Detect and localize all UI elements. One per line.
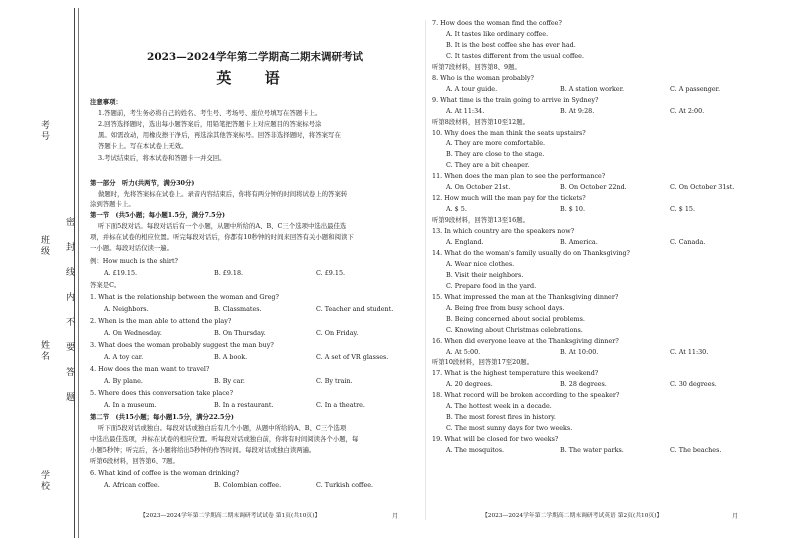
answer-option: C. Turkish coffee. xyxy=(316,481,374,489)
note-line: 黑。如需改动，用橡皮擦干净后，再选涂其他答案标号。回答非选择题时，将答案写在 xyxy=(98,131,341,139)
answer-option: C. On Friday. xyxy=(316,329,359,337)
answer-option: B. Visit their neighbors. xyxy=(446,270,524,279)
note-line: 3.考试结束后，将本试卷和答题卡一并交回。 xyxy=(98,154,226,162)
answer-option: C. Knowing about Christmas celebrations. xyxy=(446,325,583,334)
note-line: 答题卡上。写在本试卷上无效。 xyxy=(98,142,188,150)
seal-char: 线 xyxy=(66,268,76,278)
answer-option: A. It tastes like ordinary coffee. xyxy=(446,29,549,38)
question-text: 12. How much will the man pay for the tickets? xyxy=(432,194,586,203)
answer-option: A. On Wednesday. xyxy=(104,329,162,337)
question-text: 9. What time is the train going to arrive in Sydney? xyxy=(432,95,599,104)
answer-option: C. The most sunny days for two weeks. xyxy=(446,424,573,433)
seal-char: 答 xyxy=(66,368,76,378)
answer-option: A. On October 21st. xyxy=(446,183,511,192)
seal-char: 不 xyxy=(66,318,76,328)
binding-margin xyxy=(0,0,80,543)
answer-option: B. The most forest fires in history. xyxy=(446,413,556,422)
answer-option: B. On Thursday. xyxy=(214,329,266,337)
section2-material: 听第6段材料，回答第6、7题。 xyxy=(90,457,179,465)
answer-option: C. Prepare food in the yard. xyxy=(446,281,537,290)
answer-option: B. They are close to the stage. xyxy=(446,150,545,159)
question-text: 15. What impressed the man at the Thanksgiving dinner? xyxy=(432,292,619,301)
seal-char: 内 xyxy=(66,293,76,303)
answer-option: C. Canada. xyxy=(670,238,706,246)
question-text: 10. Why does the man think the seats upstairs? xyxy=(432,128,586,137)
section2-title: 第二节 (共15小题；每小题1.5分，满分22.5分) xyxy=(90,413,234,421)
question-text: 17. What is the highest temperature this weekend? xyxy=(432,369,599,378)
section2-desc: 听下面5段对话或独白。每段对话或独白后有几个小题，从题中所给的A、B、C三个选项 xyxy=(98,424,347,432)
field-name: 姓名 xyxy=(39,340,49,362)
material-heading: 听第10段材料，回答第17至20题。 xyxy=(432,358,534,367)
section1-desc: 听下面5段对话。每段对话后有一个小题，从题中所给的A、B、C三个选项中选出最佳选 xyxy=(98,222,347,230)
answer-option: C. A passenger. xyxy=(670,84,720,93)
question-text: 14. What do the woman's family usually do on Thanksgiving? xyxy=(432,248,630,257)
answer-option: A. By plane. xyxy=(104,377,143,385)
answer-option: B. A book. xyxy=(214,353,248,361)
subject-title: 英 语 xyxy=(216,69,294,87)
section2-desc: 中选出最佳选项，并标在试卷的相应位置。听每段对话或独白前，你将有时间阅读各个小题，每 xyxy=(90,435,359,443)
right-column xyxy=(432,0,772,543)
material-heading: 听第9段材料，回答第13至16题。 xyxy=(432,216,530,225)
section2-desc: 小题5秒钟；听完后，各小题将给出5秒钟的作答时间。每段对话或独白读两遍。 xyxy=(90,446,316,454)
note-line: 1.答题前，考生务必将自己的姓名、考生号、考场号、座位号填写在答题卡上。 xyxy=(98,109,322,117)
question-text: 3. What does the woman probably suggest the man buy? xyxy=(90,341,274,349)
question-text: 2. When is the man able to attend the play? xyxy=(90,317,232,325)
question-text: 1. What is the relationship between the woman and Greg? xyxy=(90,293,279,301)
example-option: A. £19.15. xyxy=(104,269,138,277)
answer-option: C. By train. xyxy=(316,377,353,385)
answer-option: B. It is the best coffee she has ever had. xyxy=(446,40,576,49)
answer-option: B. A station worker. xyxy=(560,84,625,93)
answer-option: A. Being free from busy school days. xyxy=(446,303,565,312)
answer-option: A. Wear nice clothes. xyxy=(446,259,515,268)
left-column xyxy=(90,0,420,543)
answer-option: C. The beaches. xyxy=(670,446,722,455)
answer-option: A. $ 5. xyxy=(446,205,467,214)
question-text: 4. How does the man want to travel? xyxy=(90,365,210,373)
answer-option: A. The hottest week in a decade. xyxy=(446,402,552,411)
field-school: 学校 xyxy=(39,470,49,492)
answer-option: A. A toy car. xyxy=(104,353,144,361)
notes-heading: 注意事项： xyxy=(90,98,122,106)
answer-option: B. America. xyxy=(560,238,598,246)
material-heading: 听第8段材料，回答第10至12题。 xyxy=(432,117,530,126)
answer-option: B. 28 degrees. xyxy=(560,380,607,389)
question-text: 11. When does the man plan to see the performance? xyxy=(432,172,606,181)
question-text: 18. What record will be broken according to the speaker? xyxy=(432,391,620,400)
footer-left: 【2023—2024学年第二学期高二期末调研考试试卷 第1页(共10页)】 xyxy=(140,513,321,519)
example-question: 例：How much is the shirt? xyxy=(90,257,178,265)
part1-desc: 涂到答题卡上。 xyxy=(90,200,135,208)
answer-option: B. By car. xyxy=(214,377,245,385)
answer-option: A. A tour guide. xyxy=(446,84,498,93)
answer-option: B. Classmates. xyxy=(214,305,262,313)
question-text: 5. Where does this conversation take place? xyxy=(90,389,234,397)
answer-option: B. On October 22nd. xyxy=(560,183,627,192)
section1-desc: 一小题。每段对话仅读一遍。 xyxy=(90,244,174,252)
answer-option: A. African coffee. xyxy=(104,481,160,489)
answer-option: C. $ 15. xyxy=(670,205,695,214)
question-text: 7. How does the woman find the coffee? xyxy=(432,19,562,27)
part1-title: 第一部分 听力(共两节，满分30分) xyxy=(90,179,195,187)
part1-desc: 做题时，先将答案标在试卷上。录音内容结束后，你将有两分钟的时间将试卷上的答案转 xyxy=(98,190,348,198)
note-line: 2.回答选择题时，选出每小题答案后，用铅笔把答题卡上对应题目的答案标号涂 xyxy=(98,120,322,128)
answer-option: C. A set of VR glasses. xyxy=(316,353,389,361)
answer-option: A. At 11:34. xyxy=(446,106,485,115)
answer-option: A. They are more comfortable. xyxy=(446,139,546,148)
footer-right-mark: 月 xyxy=(732,513,739,520)
question-text: 13. In which country are the speakers now? xyxy=(432,227,575,236)
answer-option: B. $ 10. xyxy=(560,205,586,214)
answer-option: B. At 9:28. xyxy=(560,106,595,115)
seal-char: 要 xyxy=(66,343,76,353)
field-class: 班级 xyxy=(39,235,49,257)
answer-option: C. 30 degrees. xyxy=(670,380,717,389)
column-divider xyxy=(425,20,426,520)
answer-option: C. Teacher and student. xyxy=(316,305,394,313)
answer-option: A. The mosquitos. xyxy=(446,446,505,455)
answer-option: C. In a theatre. xyxy=(316,401,365,409)
example-answer: 答案是C。 xyxy=(90,281,121,289)
answer-option: A. England. xyxy=(446,238,484,246)
question-text: 6. What kind of coffee is the woman drinking? xyxy=(90,469,240,477)
seal-char: 题 xyxy=(66,393,76,403)
example-option: C. £9.15. xyxy=(316,269,346,277)
exam-title: 2023—2024学年第二学期高二期末调研考试 xyxy=(147,51,363,63)
question-text: 16. When did everyone leave at the Thanksgiving dinner? xyxy=(432,336,619,345)
field-exam-number: 考号 xyxy=(39,120,49,142)
question-text: 19. What will be closed for two weeks? xyxy=(432,435,559,444)
binding-line-inner xyxy=(78,8,79,538)
answer-option: B. The water parks. xyxy=(560,446,624,455)
answer-option: B. Colombian coffee. xyxy=(214,481,282,489)
answer-option: C. At 11:30. xyxy=(670,347,709,356)
material-heading: 听第7段材料，回答第8、9题。 xyxy=(432,62,521,71)
answer-option: C. On October 31st. xyxy=(670,183,735,192)
question-text: 8. Who is the woman probably? xyxy=(432,73,534,82)
section1-title: 第一节 (共5小题；每小题1.5分，满分7.5分) xyxy=(90,211,225,219)
answer-option: B. Being concerned about social problems. xyxy=(446,314,585,323)
seal-char: 密 xyxy=(66,218,76,228)
answer-option: A. Neighbors. xyxy=(104,305,149,313)
seal-char: 封 xyxy=(66,243,76,253)
answer-option: A. 20 degrees. xyxy=(446,380,493,389)
answer-option: B. In a restaurant. xyxy=(214,401,274,409)
answer-option: B. At 10:00. xyxy=(560,347,599,356)
footer-left-mark: 月 xyxy=(392,513,399,520)
answer-option: C. It tastes different from the usual coffee. xyxy=(446,51,584,60)
example-option: B. £9.18. xyxy=(214,269,244,277)
answer-option: A. In a museum. xyxy=(104,401,157,409)
footer-right: 【2023—2024学年第二学期高二期末调研考试英语 第2页(共10页)】 xyxy=(482,513,663,519)
section1-desc: 项，并标在试卷的相应位置。听完每段对话后，你都有10秒钟的时间来回答有关小题和阅读下 xyxy=(90,233,354,241)
answer-option: A. At 5:00. xyxy=(446,347,481,356)
answer-option: C. At 2:00. xyxy=(670,106,705,115)
answer-option: C. They are a bit cheaper. xyxy=(446,161,530,170)
